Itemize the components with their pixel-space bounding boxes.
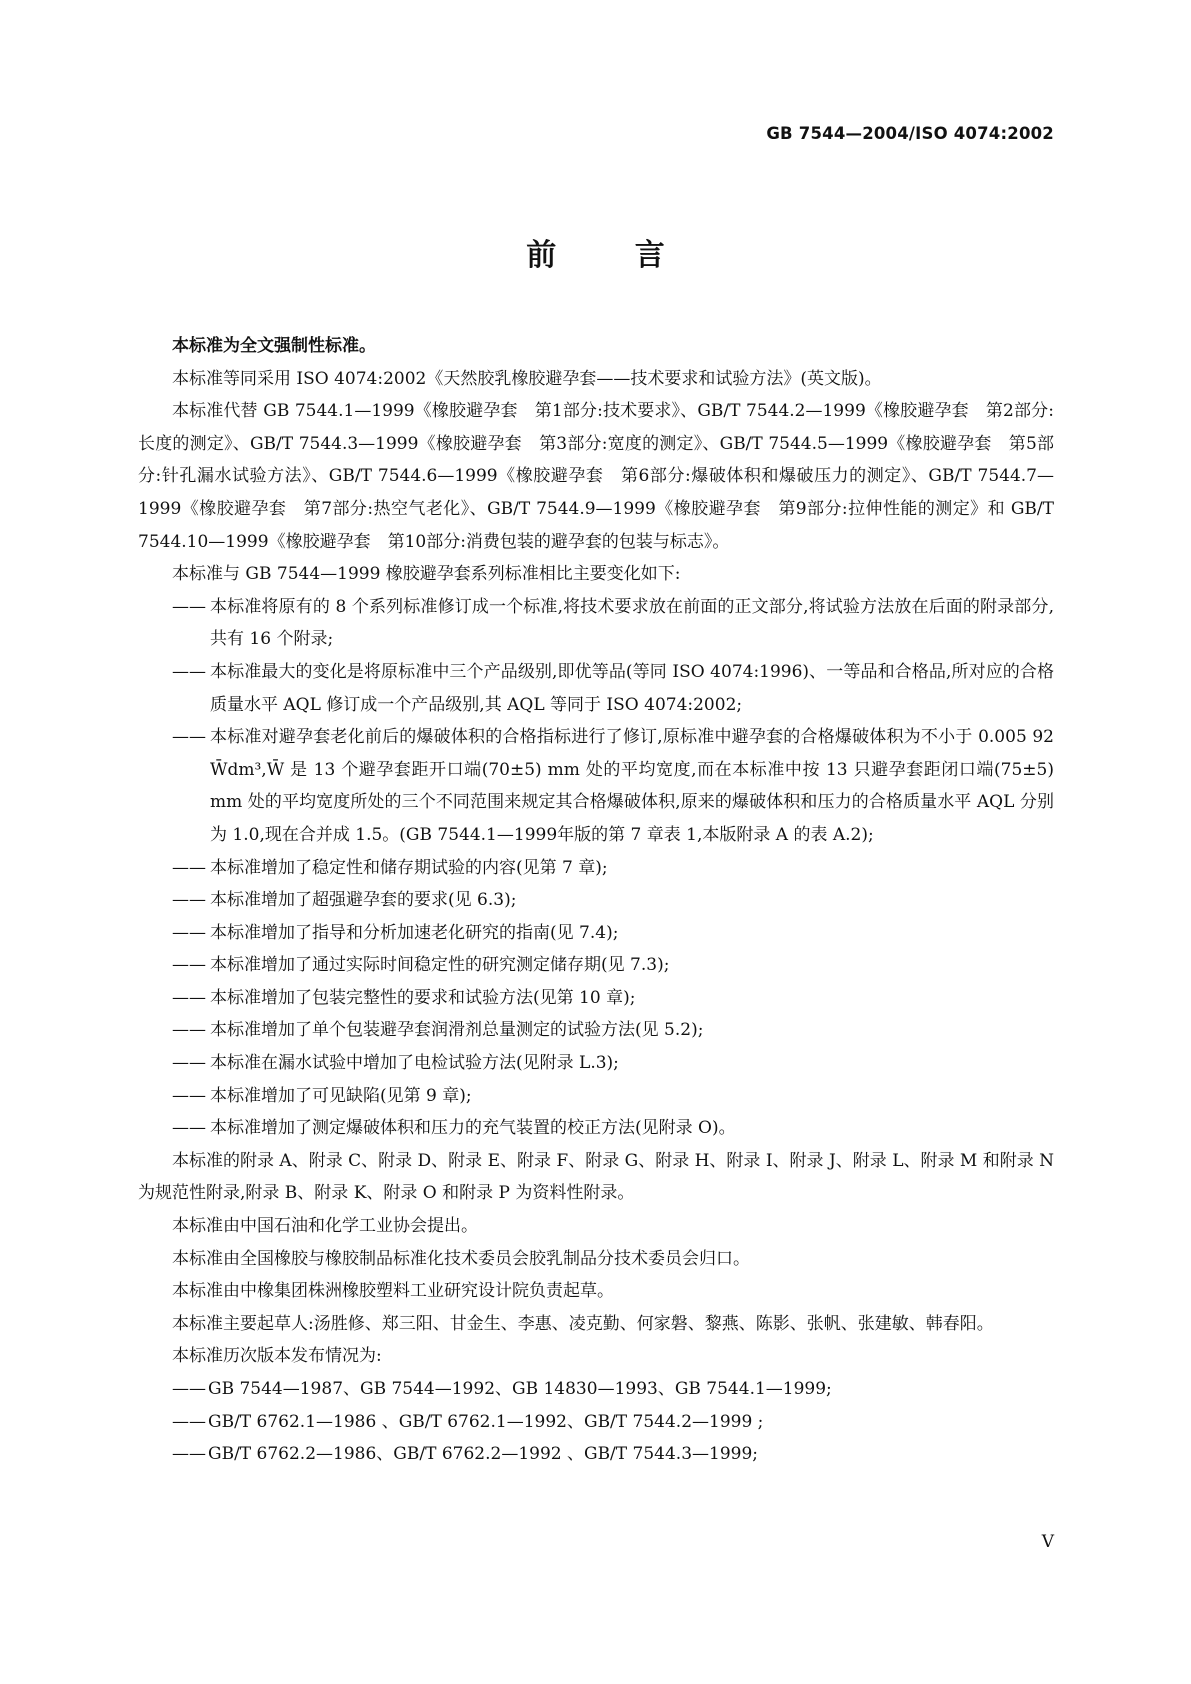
dash-mark: —— — [172, 955, 206, 976]
standard-code: GB 7544—2004/ISO 4074:2002 — [766, 124, 1054, 143]
list-item: —— 本标准将原有的 8 个系列标准修订成一个标准,将技术要求放在前面的正文部分,将试验方法放在后面的附录部分,共有 16 个附录; — [138, 591, 1054, 656]
paragraph-history-intro: 本标准历次版本发布情况为: — [172, 1346, 382, 1367]
changes-list — [138, 591, 1054, 1145]
list-item: —— 本标准增加了稳定性和储存期试验的内容(见第 7 章); — [138, 852, 1054, 885]
dash-mark: —— — [172, 596, 206, 617]
paragraph-adoption: 本标准等同采用 ISO 4074:2002《天然胶乳橡胶避孕套——技术要求和试验方法》(英文版)。 — [172, 368, 882, 389]
history-list — [138, 1373, 1054, 1471]
dash-mark: —— — [172, 727, 206, 748]
paragraph-drafters: 本标准主要起草人:汤胜修、郑三阳、甘金生、李惠、凌克勤、何家磐、黎燕、陈影、张帆、张建敏、韩春阳。 — [172, 1313, 994, 1334]
paragraph-annexes: 本标准的附录 A、附录 C、附录 D、附录 E、附录 F、附录 G、附录 H、附录 I、附录 J、附录 L、附录 M 和附录 N 为规范性附录,附录 B、附录 K、附录 O 和附录 P 为资料性附录。 — [138, 1150, 1054, 1204]
paragraph-drafted-by: 本标准由中橡集团株洲橡胶塑料工业研究设计院负责起草。 — [172, 1281, 614, 1302]
dash-mark: —— — [172, 890, 206, 911]
list-item: —— 本标准最大的变化是将原标准中三个产品级别,即优等品(等同 ISO 4074:1996)、一等品和合格品,所对应的合格质量水平 AQL 修订成一个产品级别,其 AQL 等同于 ISO 4074:2002; — [138, 656, 1054, 721]
dash-mark: —— — [172, 1444, 206, 1465]
paragraph-under-jurisdiction: 本标准由全国橡胶与橡胶制品标准化技术委员会胶乳制品分技术委员会归口。 — [172, 1248, 750, 1269]
page-number: V — [1041, 1532, 1054, 1552]
dash-mark: —— — [172, 1411, 206, 1432]
list-item: —— 本标准增加了单个包装避孕套润滑剂总量测定的试验方法(见 5.2); — [138, 1014, 1054, 1047]
preface-body — [138, 330, 1054, 1471]
paragraph-mandatory: 本标准为全文强制性标准。 — [172, 336, 376, 356]
dash-mark: —— — [172, 1118, 206, 1139]
list-item: —— 本标准在漏水试验中增加了电检试验方法(见附录 L.3); — [138, 1047, 1054, 1080]
dash-mark: —— — [172, 922, 206, 943]
list-item: —— 本标准增加了通过实际时间稳定性的研究测定储存期(见 7.3); — [138, 949, 1054, 982]
dash-mark: —— — [172, 1020, 206, 1041]
list-item: —— 本标准增加了指导和分析加速老化研究的指南(见 7.4); — [138, 917, 1054, 950]
list-item: —— 本标准增加了测定爆破体积和压力的充气装置的校正方法(见附录 O)。 — [138, 1112, 1054, 1145]
dash-mark: —— — [172, 1053, 206, 1074]
list-item: —— 本标准对避孕套老化前后的爆破体积的合格指标进行了修订,原标准中避孕套的合格爆破体积为不小于 0.005 92 W̄dm³,W̄ 是 13 个避孕套距开口端(70±5) mm 处的平均宽度,而在本标准中按 13 只避孕套距闭口端(75±5) mm 处的平均宽度所处的三个不同范围来规定其合格爆破体积,原来的爆破体积和压力的合格质量水平 AQL 分别为 1.0,现在合并成 1.5。(GB 7544.1—1999年版的第 7 章表 1,本版附录 A 的表 A.2); — [138, 721, 1054, 851]
list-item: —— GB/T 6762.2—1986、GB/T 6762.2—1992 、GB/T 7544.3—1999; — [138, 1438, 1054, 1471]
dash-mark: —— — [172, 857, 206, 878]
list-item: —— 本标准增加了包装完整性的要求和试验方法(见第 10 章); — [138, 982, 1054, 1015]
dash-mark: —— — [172, 661, 206, 682]
list-item: —— GB 7544—1987、GB 7544—1992、GB 14830—1993、GB 7544.1—1999; — [138, 1373, 1054, 1406]
paragraph-replaces: 本标准代替 GB 7544.1—1999《橡胶避孕套 第1部分:技术要求》、GB/T 7544.2—1999《橡胶避孕套 第2部分:长度的测定》、GB/T 7544.3—1999《橡胶避孕套 第3部分:宽度的测定》、GB/T 7544.5—1999《橡胶避孕套 第5部分:针孔漏水试验方法》、GB/T 7544.6—1999《橡胶避孕套 第6部分:爆破体积和爆破压力的测定》、GB/T 7544.7—1999《橡胶避孕套 第7部分:热空气老化》、GB/T 7544.9—1999《橡胶避孕套 第9部分:拉伸性能的测定》和 GB/T 7544.10—1999《橡胶避孕套 第10部分:消费包装的避孕套的包装与标志》。 — [138, 401, 1054, 552]
list-item: —— 本标准增加了超强避孕套的要求(见 6.3); — [138, 884, 1054, 917]
page-title: 前 言 — [526, 238, 699, 273]
dash-mark: —— — [172, 1085, 206, 1106]
paragraph-changes-intro: 本标准与 GB 7544—1999 橡胶避孕套系列标准相比主要变化如下: — [172, 564, 681, 585]
paragraph-proposed-by: 本标准由中国石油和化学工业协会提出。 — [172, 1216, 478, 1237]
dash-mark: —— — [172, 987, 206, 1008]
list-item: —— 本标准增加了可见缺陷(见第 9 章); — [138, 1080, 1054, 1113]
list-item: —— GB/T 6762.1—1986 、GB/T 6762.1—1992、GB/T 7544.2—1999 ; — [138, 1406, 1054, 1439]
dash-mark: —— — [172, 1379, 206, 1399]
